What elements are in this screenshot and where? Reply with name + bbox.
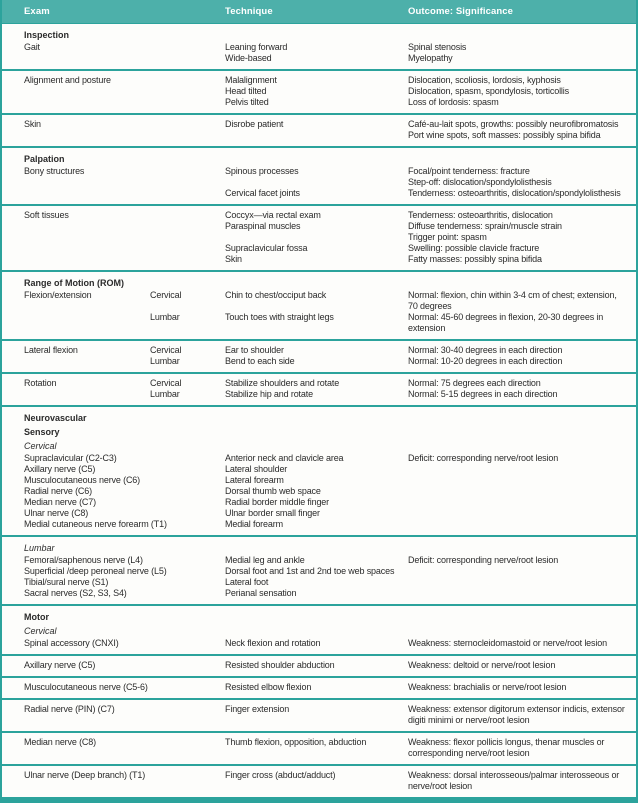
table-row [24,737,630,759]
technique-cell: Supraclavicular fossa [225,243,308,253]
exam-cell [24,356,150,367]
region-cell: Cervical [150,345,182,355]
table-row [24,770,630,792]
technique-cell: Resisted shoulder abduction [225,660,335,670]
outcome-cell: Normal: 10-20 degrees in each direction [408,356,563,366]
region-cell: Cervical [150,290,182,300]
table-row [24,119,630,130]
exam-cell [24,254,225,265]
outcome-cell: Weakness: deltoid or nerve/root lesion [408,660,556,670]
table-row [24,356,630,367]
exam-cell: Femoral/saphenous nerve (L4) [24,555,143,565]
exam-cell [24,97,225,108]
table-block [2,204,636,270]
table-header [2,0,636,24]
outcome-cell: Dislocation, scoliosis, lordosis, kyphosis [408,75,561,85]
table-block [2,698,636,731]
technique-cell: Pelvis tilted [225,97,269,107]
region-cell: Lumbar [150,356,180,366]
technique-cell: Disrobe patient [225,119,284,129]
table-block [2,654,636,676]
technique-cell: Wide-based [225,53,272,63]
technique-cell: Radial border middle finger [225,497,330,507]
technique-cell: Bend to each side [225,356,295,366]
table-row [24,704,630,726]
technique-cell: Spinous processes [225,166,299,176]
column-header-exam: Exam [24,6,50,17]
table-row [24,682,630,693]
section-heading: Inspection [24,30,70,40]
section-heading: Range of Motion (ROM) [24,278,124,288]
outcome-cell: Step-off: dislocation/spondylolisthesis [408,177,552,187]
exam-cell: Rotation [24,378,57,388]
table-row [24,660,630,671]
table-row [24,177,630,188]
exam-cell [24,130,225,141]
outcome-cell: Deficit: corresponding nerve/root lesion [408,555,559,565]
table-row [24,464,630,475]
table-row [24,475,630,486]
outcome-cell: Tenderness: osteoarthritis, dislocation [408,210,553,220]
table-block [2,731,636,764]
table-block [2,270,636,339]
outcome-cell: Tenderness: osteoarthritis, dislocation/spondylolisthesis [408,188,621,198]
outcome-cell: Weakness: dorsal interosseous/palmar interosseous or nerve/root lesion [408,770,620,791]
outcome-cell: Deficit: corresponding nerve/root lesion [408,453,559,463]
technique-cell: Dorsal thumb web space [225,486,321,496]
table-block [2,535,636,604]
exam-cell: Radial nerve (PIN) (C7) [24,704,115,714]
table-row [24,243,630,254]
table-row [24,508,630,519]
technique-cell: Paraspinal muscles [225,221,301,231]
exam-cell [24,312,150,334]
table-block [2,339,636,372]
exam-cell: Medial cutaneous nerve forearm (T1) [24,519,167,529]
technique-cell: Neck flexion and rotation [225,638,321,648]
table-row [24,232,630,243]
exam-cell: Sacral nerves (S2, S3, S4) [24,588,127,598]
section-heading: Cervical [24,441,57,451]
exam-cell: Spinal accessory (CNXI) [24,638,119,648]
outcome-cell [408,486,630,497]
technique-cell: Ear to shoulder [225,345,284,355]
table-row [24,588,630,599]
table-block [2,69,636,113]
technique-cell [225,130,408,141]
outcome-cell: Weakness: brachialis or nerve/root lesion [408,682,567,692]
table-row [24,42,630,53]
section-heading: Sensory [24,427,60,437]
exam-cell [24,232,225,243]
outcome-cell: Weakness: sternocleidomastoid or nerve/root lesion [408,638,607,648]
technique-cell: Medial leg and ankle [225,555,305,565]
technique-cell: Chin to chest/occiput back [225,290,327,300]
technique-cell: Stabilize hip and rotate [225,389,313,399]
section-heading: Motor [24,612,49,622]
technique-cell: Touch toes with straight legs [225,312,334,322]
technique-cell: Finger extension [225,704,290,714]
table-body [2,24,636,797]
table-row [24,378,630,389]
outcome-cell [408,508,630,519]
table-row [24,221,630,232]
region-cell: Lumbar [150,389,180,399]
exam-cell: Skin [24,119,41,129]
table-row [24,86,630,97]
region-cell: Lumbar [150,312,180,322]
technique-cell: Lateral shoulder [225,464,288,474]
outcome-cell: Spinal stenosis [408,42,467,52]
exam-cell: Supraclavicular (C2-C3) [24,453,117,463]
outcome-cell: Port wine spots, soft masses: possibly spina bifida [408,130,601,140]
outcome-cell [408,497,630,508]
table-row [24,53,630,64]
exam-cell: Musculocutaneous nerve (C5-6) [24,682,148,692]
outcome-cell [408,519,630,530]
exam-cell: Ulnar nerve (Deep branch) (T1) [24,770,146,780]
outcome-cell: Normal: 30-40 degrees in each direction [408,345,563,355]
outcome-cell: Weakness: flexor pollicis longus, thenar muscles or corresponding nerve/root lesion [408,737,605,758]
outcome-cell: Normal: 45-60 degrees in flexion, 20-30 degrees in extension [408,312,604,333]
technique-cell: Head tilted [225,86,267,96]
table-block [2,676,636,698]
table-block [2,24,636,69]
technique-cell: Skin [225,254,242,264]
column-header-technique: Technique [225,6,273,17]
exam-cell: Alignment and posture [24,75,111,85]
outcome-cell [408,475,630,486]
table-row [24,555,630,566]
exam-cell: Ulnar nerve (C8) [24,508,89,518]
outcome-cell: Focal/point tenderness: fracture [408,166,530,176]
exam-cell [24,221,225,232]
technique-cell: Finger cross (abduct/adduct) [225,770,336,780]
table-block [2,604,636,654]
technique-cell: Lateral forearm [225,475,284,485]
table-row [24,519,630,530]
exam-cell: Bony structures [24,166,85,176]
outcome-cell: Myelopathy [408,53,453,63]
outcome-cell: Trigger point: spasm [408,232,487,242]
outcome-cell: Loss of lordosis: spasm [408,97,499,107]
table-row [24,130,630,141]
table-block [2,764,636,797]
technique-cell: Malalignment [225,75,277,85]
region-cell: Cervical [150,378,182,388]
table-row [24,166,630,177]
outcome-cell: Normal: flexion, chin within 3-4 cm of chest; extension, 70 degrees [408,290,617,311]
section-heading: Lumbar [24,543,55,553]
table-block [2,372,636,405]
table-block [2,113,636,146]
table-row [24,290,630,312]
table-row [24,75,630,86]
outcome-cell [408,588,630,599]
section-heading: Palpation [24,154,65,164]
table-row [24,566,630,577]
outcome-cell: Normal: 75 degrees each direction [408,378,541,388]
technique-cell: Lateral foot [225,577,269,587]
outcome-cell [408,577,630,588]
outcome-cell: Café-au-lait spots, growths: possibly neurofibromatosis [408,119,619,129]
section-heading: Neurovascular [24,413,87,423]
table-row [24,345,630,356]
technique-cell: Medial forearm [225,519,283,529]
technique-cell: Resisted elbow flexion [225,682,312,692]
exam-cell: Lateral flexion [24,345,78,355]
table-row [24,453,630,464]
technique-cell: Cervical facet joints [225,188,300,198]
table-row [24,389,630,400]
exam-cell: Soft tissues [24,210,69,220]
technique-cell: Anterior neck and clavicle area [225,453,344,463]
table-block [2,146,636,204]
outcome-cell [408,566,630,577]
exam-cell [24,53,225,64]
technique-cell: Ulnar border small finger [225,508,320,518]
table-row [24,577,630,588]
exam-cell: Tibial/sural nerve (S1) [24,577,109,587]
exam-cell: Axillary nerve (C5) [24,660,96,670]
exam-cell [24,389,150,400]
technique-cell: Coccyx—via rectal exam [225,210,321,220]
table-row [24,486,630,497]
table-row [24,210,630,221]
table-row [24,97,630,108]
technique-cell [225,177,408,188]
table-block [2,405,636,535]
technique-cell [225,232,408,243]
outcome-cell: Weakness: extensor digitorum extensor indicis, extensor digiti minimi or nerve/root lesion [408,704,625,725]
table-row [24,312,630,334]
outcome-cell: Fatty masses: possibly spina bifida [408,254,542,264]
exam-cell [24,188,225,199]
table-row [24,254,630,265]
exam-cell [24,177,225,188]
exam-cell [24,243,225,254]
exam-cell [24,86,225,97]
technique-cell: Thumb flexion, opposition, abduction [225,737,367,747]
exam-cell: Superficial /deep peroneal nerve (L5) [24,566,167,576]
table-row [24,638,630,649]
exam-cell: Median nerve (C8) [24,737,96,747]
exam-cell: Gait [24,42,40,52]
exam-cell: Musculocutaneous nerve (C6) [24,475,141,485]
technique-cell: Leaning forward [225,42,288,52]
technique-cell: Perianal sensation [225,588,297,598]
exam-cell: Radial nerve (C6) [24,486,92,496]
outcome-cell [408,464,630,475]
table-row [24,188,630,199]
outcome-cell: Dislocation, spasm, spondylosis, torticollis [408,86,569,96]
outcome-cell: Diffuse tenderness: sprain/muscle strain [408,221,562,231]
column-header-outcome: Outcome: Significance [408,6,514,17]
outcome-cell: Swelling: possible clavicle fracture [408,243,540,253]
technique-cell: Dorsal foot and 1st and 2nd toe web spaces [225,566,395,576]
section-heading: Cervical [24,626,57,636]
technique-cell: Stabilize shoulders and rotate [225,378,340,388]
exam-cell: Axillary nerve (C5) [24,464,96,474]
exam-cell: Flexion/extension [24,290,92,300]
outcome-cell: Normal: 5-15 degrees in each direction [408,389,558,399]
table-row [24,497,630,508]
exam-cell: Median nerve (C7) [24,497,96,507]
